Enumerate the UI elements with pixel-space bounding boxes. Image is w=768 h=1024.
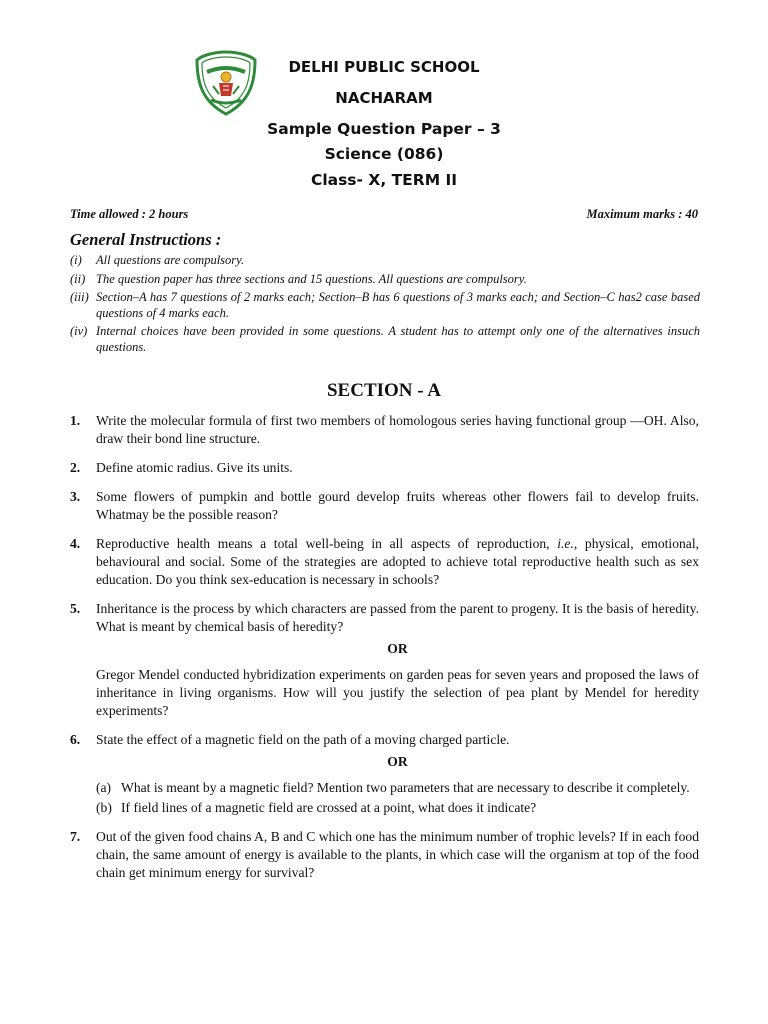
instruction-number: (i) (70, 253, 82, 267)
instruction-item (70, 324, 700, 355)
instruction-text: The question paper has three sections and 15 questions. All questions are compulsory. (96, 271, 527, 286)
question-text (96, 535, 699, 589)
sub-question (96, 779, 699, 797)
sub-question-number: (a) (96, 780, 112, 795)
instruction-item (70, 253, 700, 269)
question-text: Out of the given food chains A, B and C which one has the minimum number of trophic levels? If in each food chain, the same amount of energy is available to the plants, in which case will the organism at top of the food chain get minimum energy for survival? (96, 829, 699, 880)
instruction-text: Internal choices have been provided in some questions. A student has to attempt only one of the alternatives insuch questions. (96, 324, 700, 354)
sub-question-text: If field lines of a magnetic field are crossed at a point, what does it indicate? (121, 800, 537, 815)
time-allowed: Time allowed : 2 hours (70, 207, 189, 221)
question-item (70, 731, 699, 817)
question-item (70, 828, 699, 882)
section-heading: SECTION - A (326, 380, 442, 401)
question-alternative-text: Gregor Mendel conducted hybridization experiments on garden peas for seven years and proposed the laws of inheritance in living organisms. How will you justify the selection of pea plant by Mendel for heredity experiments? (96, 667, 699, 718)
question-number: 4. (70, 536, 81, 551)
school-branch: NACHARAM (335, 89, 433, 107)
maximum-marks: Maximum marks : 40 (586, 207, 698, 221)
question-text-part: , physical, emotional, behavioural and social. Some of the strategies are adopted to achieve total reproductive health such as sex education. Do you think sex-education is necessary in schools? (96, 536, 699, 587)
sub-question-text: What is meant by a magnetic field? Mention two parameters that are necessary to describe it completely. (121, 780, 690, 795)
question-item (70, 600, 699, 720)
question-text: Define atomic radius. Give its units. (96, 460, 293, 475)
question-number: 3. (70, 489, 81, 504)
instruction-number: (ii) (70, 271, 86, 286)
question-number: 6. (70, 732, 81, 747)
question-text-part: Reproductive health means a total well-being in all aspects of reproduction, (96, 536, 558, 551)
question-number: 2. (70, 460, 81, 475)
instructions-title: General Instructions : (70, 230, 222, 249)
sub-question (96, 799, 699, 817)
question-number: 5. (70, 601, 81, 616)
question-text: Inheritance is the process by which characters are passed from the parent to progeny. It is the basis of heredity. What is meant by chemical basis of heredity? (96, 601, 699, 634)
instruction-number: (iv) (70, 324, 88, 338)
question-text: Some flowers of pumpkin and bottle gourd develop fruits whereas other flowers fail to develop fruits. Whatmay be the possible reason? (96, 489, 699, 522)
question-list (70, 412, 699, 893)
instruction-item (70, 290, 700, 321)
question-item (70, 412, 699, 448)
sub-question-number: (b) (96, 800, 112, 815)
instruction-text: Section–A has 7 questions of 2 marks each; Section–B has 6 questions of 3 marks each; and Section–C has2 case based questions of 4 marks each. (96, 290, 700, 320)
instruction-item (70, 272, 700, 288)
instruction-text: All questions are compulsory. (96, 253, 245, 267)
or-separator: OR (387, 641, 408, 656)
or-separator: OR (387, 754, 408, 769)
subject-title: Science (086) (324, 145, 444, 163)
class-title: Class- X, TERM II (310, 171, 458, 189)
question-text: Write the molecular formula of first two members of homologous series having functional group —OH. Also, draw their bond line structure. (96, 413, 699, 446)
instructions-list (70, 253, 700, 358)
instruction-number: (iii) (70, 290, 89, 304)
school-name: DELHI PUBLIC SCHOOL (288, 58, 480, 76)
question-item (70, 459, 699, 477)
question-number: 1. (70, 413, 81, 428)
question-item (70, 535, 699, 589)
question-item (70, 488, 699, 524)
question-text-abbrev: i.e. (557, 536, 574, 551)
paper-title: Sample Question Paper – 3 (267, 120, 501, 138)
question-number: 7. (70, 829, 81, 844)
question-text: State the effect of a magnetic field on the path of a moving charged particle. (96, 732, 510, 747)
